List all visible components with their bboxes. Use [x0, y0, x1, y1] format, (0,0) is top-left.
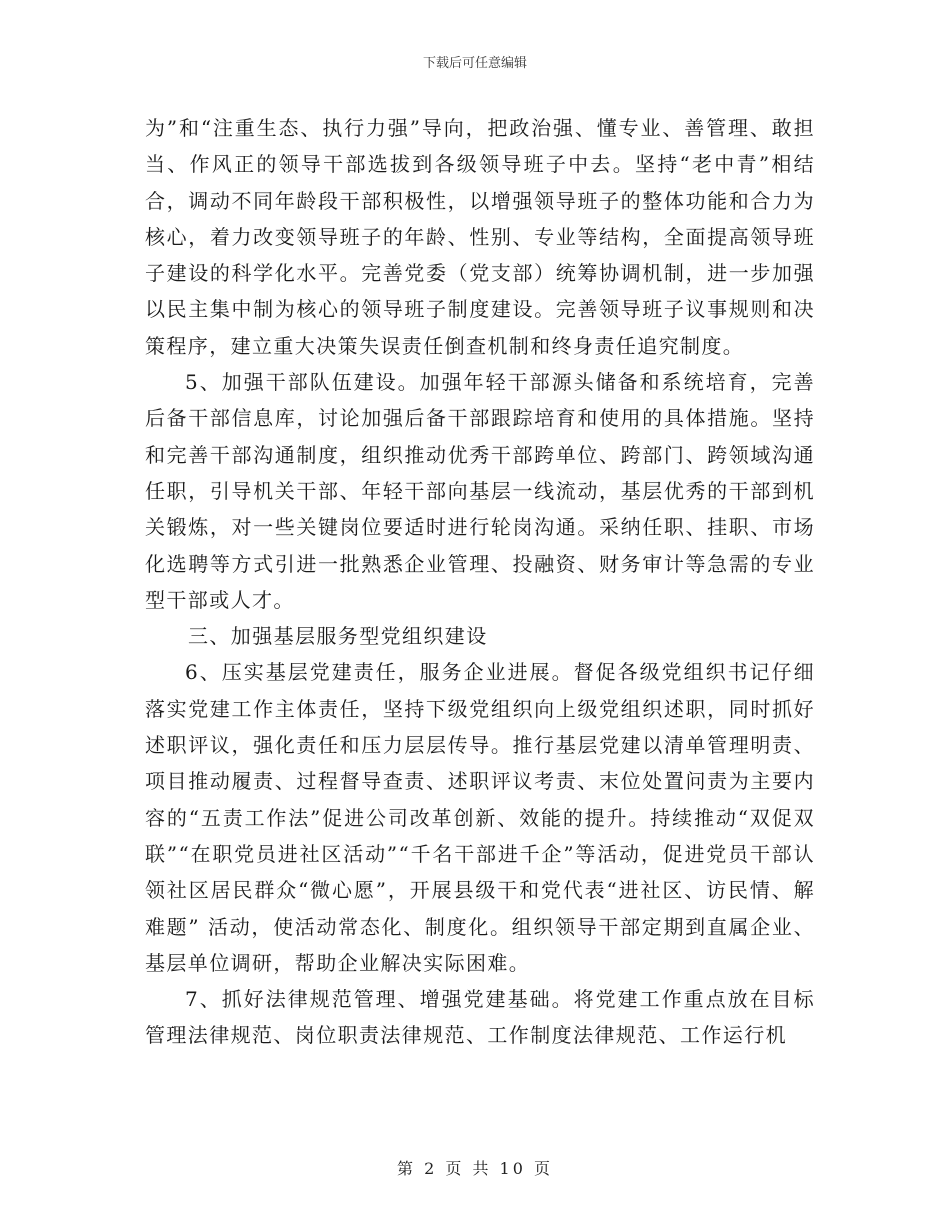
document-body — [145, 110, 815, 1054]
paragraph-continuation: 为”和“注重生态、执行力强”导向，把政治强、懂专业、善管理、敢担当、作风正的领导干部选拔到各级领导班子中去。坚持“老中青”相结合，调动不同年龄段干部积极性，以增强领导班子的整体功能和合力为核心，着力改变领导班子的年龄、性别、专业等结构，全面提高领导班子建设的科学化水平。完善党委（党支部）统筹协调机制，进一步加强以民主集中制为核心的领导班子制度建设。完善领导班子议事规则和决策程序，建立重大决策失误责任倒查机制和终身责任追究制度。 — [145, 116, 815, 358]
paragraph-item-7: 7、抓好法律规范管理、增强党建基础。将党建工作重点放在目标管理法律规范、岗位职责法律规范、工作制度法律规范、工作运行机 — [145, 987, 815, 1048]
paragraph-item-5: 5、加强干部队伍建设。加强年轻干部源头储备和系统培育，完善后备干部信息库，讨论加强后备干部跟踪培育和使用的具体措施。坚持和完善干部沟通制度，组织推动优秀干部跨单位、跨部门、跨领域沟通任职，引导机关干部、年轻干部向基层一线流动，基层优秀的干部到机关锻炼，对一些关键岗位要适时进行轮岗沟通。采纳任职、挂职、市场化选聘等方式引进一批熟悉企业管理、投融资、财务审计等急需的专业型干部或人才。 — [145, 370, 815, 612]
page-header: 下载后可任意编辑 — [422, 56, 527, 71]
paragraph-item-6: 6、压实基层党建责任，服务企业进展。督促各级党组织书记仔细落实党建工作主体责任，坚持下级党组织向上级党组织述职，同时抓好述职评议，强化责任和压力层层传导。推行基层党建以清单管理明责、项目推动履责、过程督导查责、述职评议考责、末位处置问责为主要内容的“五责工作法”促进公司改革创新、效能的提升。持续推动“双促双联”“在职党员进社区活动”“千名干部进千企”等活动，促进党员干部认领社区居民群众“微心愿”，开展县级干和党代表“进社区、访民情、解难题” 活动，使活动常态化、制度化。组织领导干部定期到直属企业、基层单位调研，帮助企业解决实际困难。 — [145, 660, 815, 975]
page-number-footer: 第 2 页 共 10 页 — [397, 1159, 553, 1178]
section-heading-3: 三、加强基层服务型党组织建设 — [188, 624, 488, 649]
